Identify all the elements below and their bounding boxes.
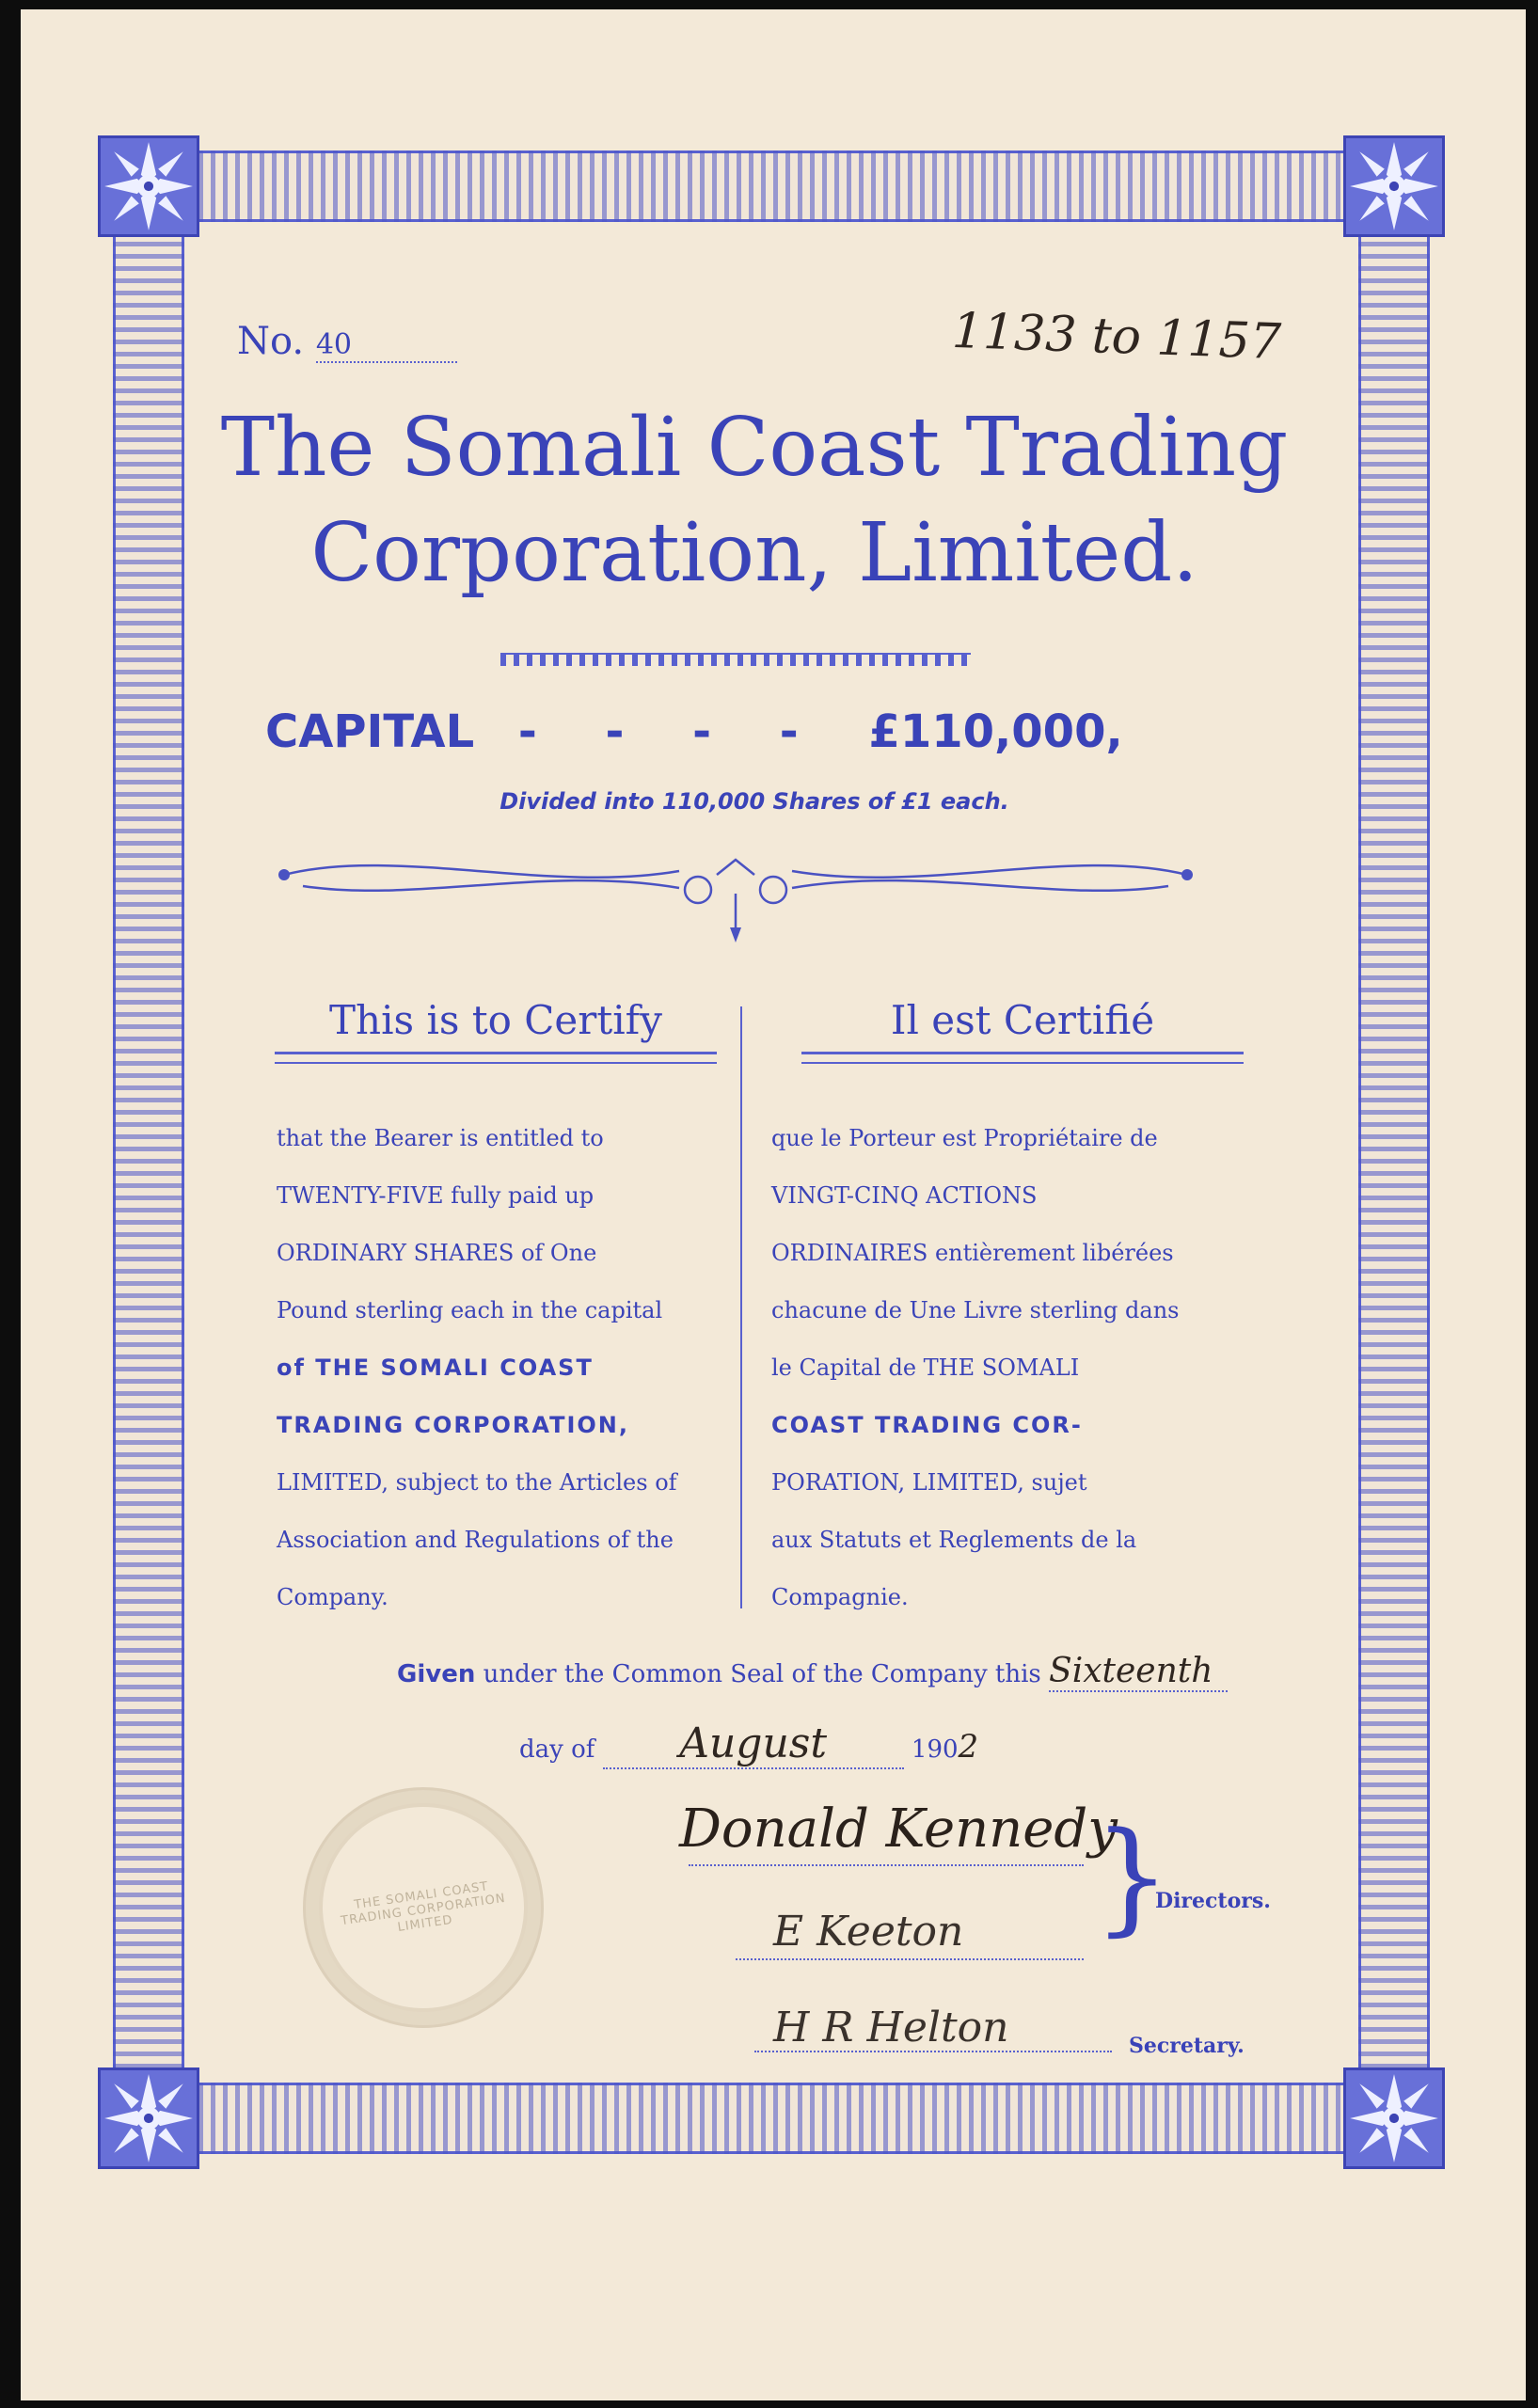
secretary-line xyxy=(754,2051,1112,2052)
director1-signature: Donald Kennedy xyxy=(679,1798,1118,1860)
day-value: Sixteenth xyxy=(1049,1652,1228,1692)
director2-signature: E Keeton xyxy=(773,1908,964,1956)
french-line: VINGT-CINQ ACTIONS xyxy=(771,1182,1038,1209)
number-value: 40 xyxy=(316,328,457,363)
title-rule xyxy=(500,653,971,666)
english-heading: This is to Certify xyxy=(329,997,662,1043)
english-line: LIMITED, subject to the Articles of xyxy=(277,1469,677,1496)
year-prefix: 190 xyxy=(911,1735,959,1764)
company-title xyxy=(171,395,1338,606)
french-line: COAST TRADING COR- xyxy=(771,1412,1083,1438)
english-line: ORDINARY SHARES of One xyxy=(277,1240,597,1266)
certificate-number xyxy=(237,320,457,363)
english-line: Pound sterling each in the capital xyxy=(277,1297,663,1323)
company-title-line2: Corporation, Limited. xyxy=(310,506,1198,600)
certificate-sheet xyxy=(21,9,1526,2400)
capital-divided: Divided into 110,000 Shares of £1 each. xyxy=(499,788,1009,815)
director2-line xyxy=(736,1958,1084,1960)
border-bottom xyxy=(113,2083,1430,2154)
given-text: under the Common Seal of the Company this xyxy=(483,1660,1041,1688)
scroll-ornament-icon xyxy=(265,837,1206,950)
capital-amount: £110,000, xyxy=(868,705,1123,758)
director1-line xyxy=(689,1864,1084,1866)
day-of-label: day of xyxy=(519,1735,595,1764)
company-seal xyxy=(303,1787,544,2028)
company-title-line1: The Somali Coast Trading xyxy=(220,401,1289,495)
corner-ornament-icon xyxy=(98,135,199,237)
french-heading: Il est Certifié xyxy=(890,997,1155,1043)
directors-label: Directors. xyxy=(1155,1889,1271,1913)
english-line: Association and Regulations of the xyxy=(277,1527,674,1553)
month-line xyxy=(519,1719,1178,1769)
border-top xyxy=(113,150,1430,222)
english-heading-rule xyxy=(275,1052,717,1064)
year-digit: 2 xyxy=(958,1728,979,1766)
given-line xyxy=(397,1652,1338,1692)
secretary-signature: H R Helton xyxy=(773,2004,1009,2052)
capital-dashes: - - - - xyxy=(517,705,825,758)
secretary-label: Secretary. xyxy=(1129,2034,1245,2058)
corner-ornament-icon xyxy=(1343,135,1445,237)
number-label: No. xyxy=(237,320,305,363)
french-line: chacune de Une Livre sterling dans xyxy=(771,1297,1180,1323)
english-line: that the Bearer is entitled to xyxy=(277,1125,604,1151)
directors-brace-icon: } xyxy=(1093,1805,1171,1948)
french-line: le Capital de THE SOMALI xyxy=(771,1354,1080,1381)
capital-label: CAPITAL xyxy=(265,705,475,758)
french-line: Compagnie. xyxy=(771,1584,909,1610)
given-word: Given xyxy=(397,1660,476,1688)
corner-ornament-icon xyxy=(98,2067,199,2169)
english-line: of THE SOMALI COAST xyxy=(277,1354,594,1381)
french-heading-rule xyxy=(801,1052,1244,1064)
english-line: TWENTY-FIVE fully paid up xyxy=(277,1182,595,1209)
french-line: ORDINAIRES entièrement libérées xyxy=(771,1240,1174,1266)
french-paragraph xyxy=(771,1110,1213,1626)
seal-text: THE SOMALI COAST TRADING CORPORATION LIMITED xyxy=(340,1879,507,1935)
french-line: aux Statuts et Reglements de la xyxy=(771,1527,1137,1553)
french-line: PORATION, LIMITED, sujet xyxy=(771,1469,1087,1496)
share-range-handwritten: 1133 to 1157 xyxy=(951,302,1282,372)
english-line: TRADING CORPORATION, xyxy=(277,1412,630,1438)
english-paragraph xyxy=(277,1110,719,1626)
border-right xyxy=(1358,150,1430,2154)
column-divider xyxy=(740,1006,742,1608)
english-line: Company. xyxy=(277,1584,388,1610)
capital-line xyxy=(265,705,1244,758)
french-line: que le Porteur est Propriétaire de xyxy=(771,1125,1158,1151)
month-value: August xyxy=(603,1719,904,1769)
corner-ornament-icon xyxy=(1343,2067,1445,2169)
